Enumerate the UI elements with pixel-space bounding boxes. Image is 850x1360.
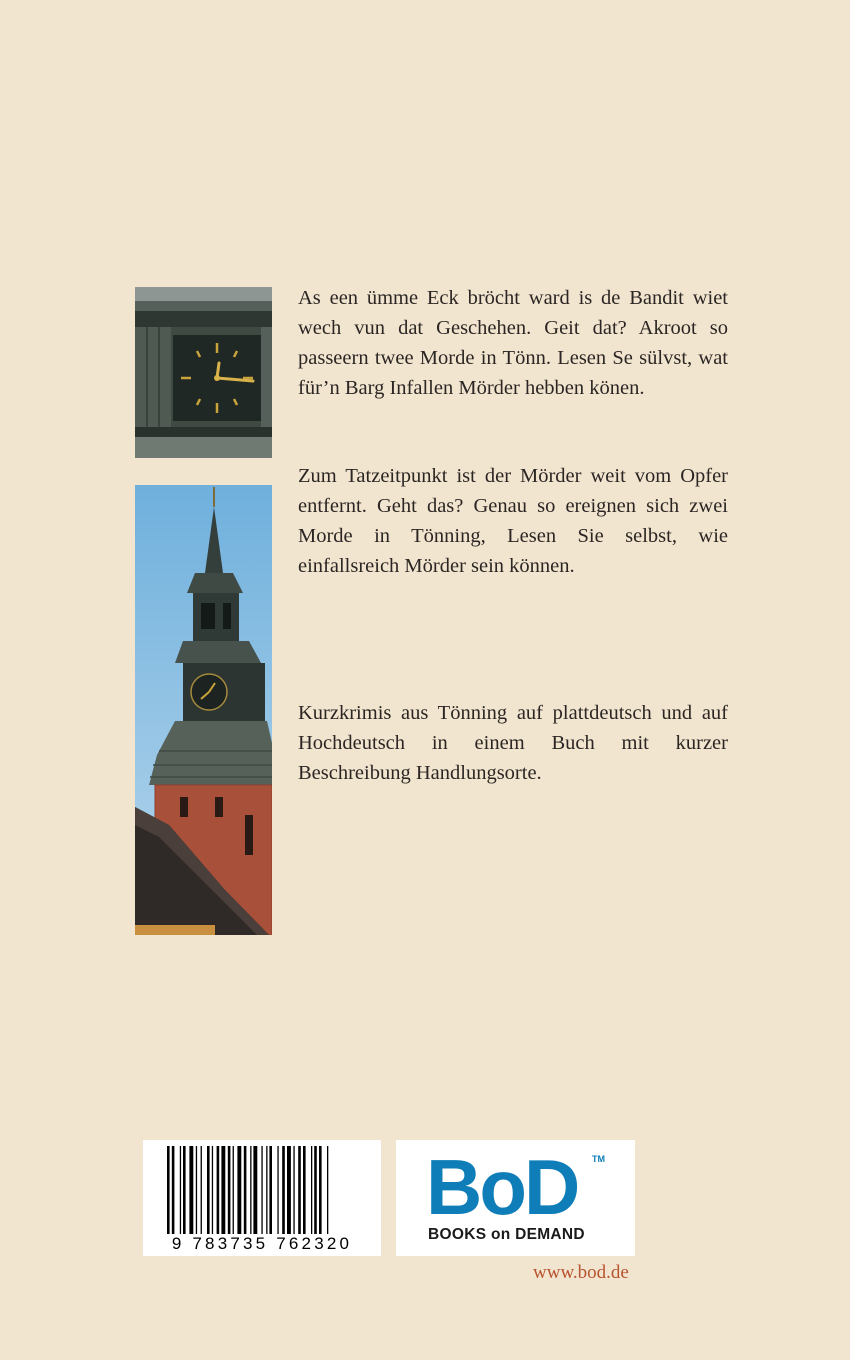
publisher-url[interactable]: www.bod.de	[533, 1262, 629, 1283]
platt-paragraph: As een ümme Eck bröcht ward is de Bandit wiet wech vun dat Geschehen. Geit dat? Akroot so passeern twee Morde in Tönn. Lesen Se sülvst, wat für’n Barg Infallen Mörder hebben könen.	[298, 287, 728, 399]
summary-paragraph: Kurzkrimis aus Tönning auf plattdeutsch und auf Hochdeutsch in einem Buch mit kurzer Beschreibung Handlungsorte.	[298, 702, 728, 784]
isbn-barcode	[143, 1140, 381, 1256]
barcode-bars	[143, 1140, 381, 1236]
bod-logo	[396, 1140, 635, 1256]
bod-wordmark: BoD	[426, 1143, 578, 1231]
barcode-number: 9 783735 762320	[171, 1234, 353, 1253]
hochdeutsch-paragraph: Zum Tatzeitpunkt ist der Mörder weit vom Opfer entfernt. Geht das? Genau so ereignen sich zwei Morde in Tönning, Lesen Sie selbst, wie einfallsreich Mörder sein können.	[298, 465, 728, 577]
clock-photo	[135, 287, 272, 458]
church-tower-photo	[135, 485, 272, 935]
bod-tagline: BOOKS on DEMAND	[428, 1226, 585, 1243]
trademark-mark: TM	[592, 1154, 605, 1164]
